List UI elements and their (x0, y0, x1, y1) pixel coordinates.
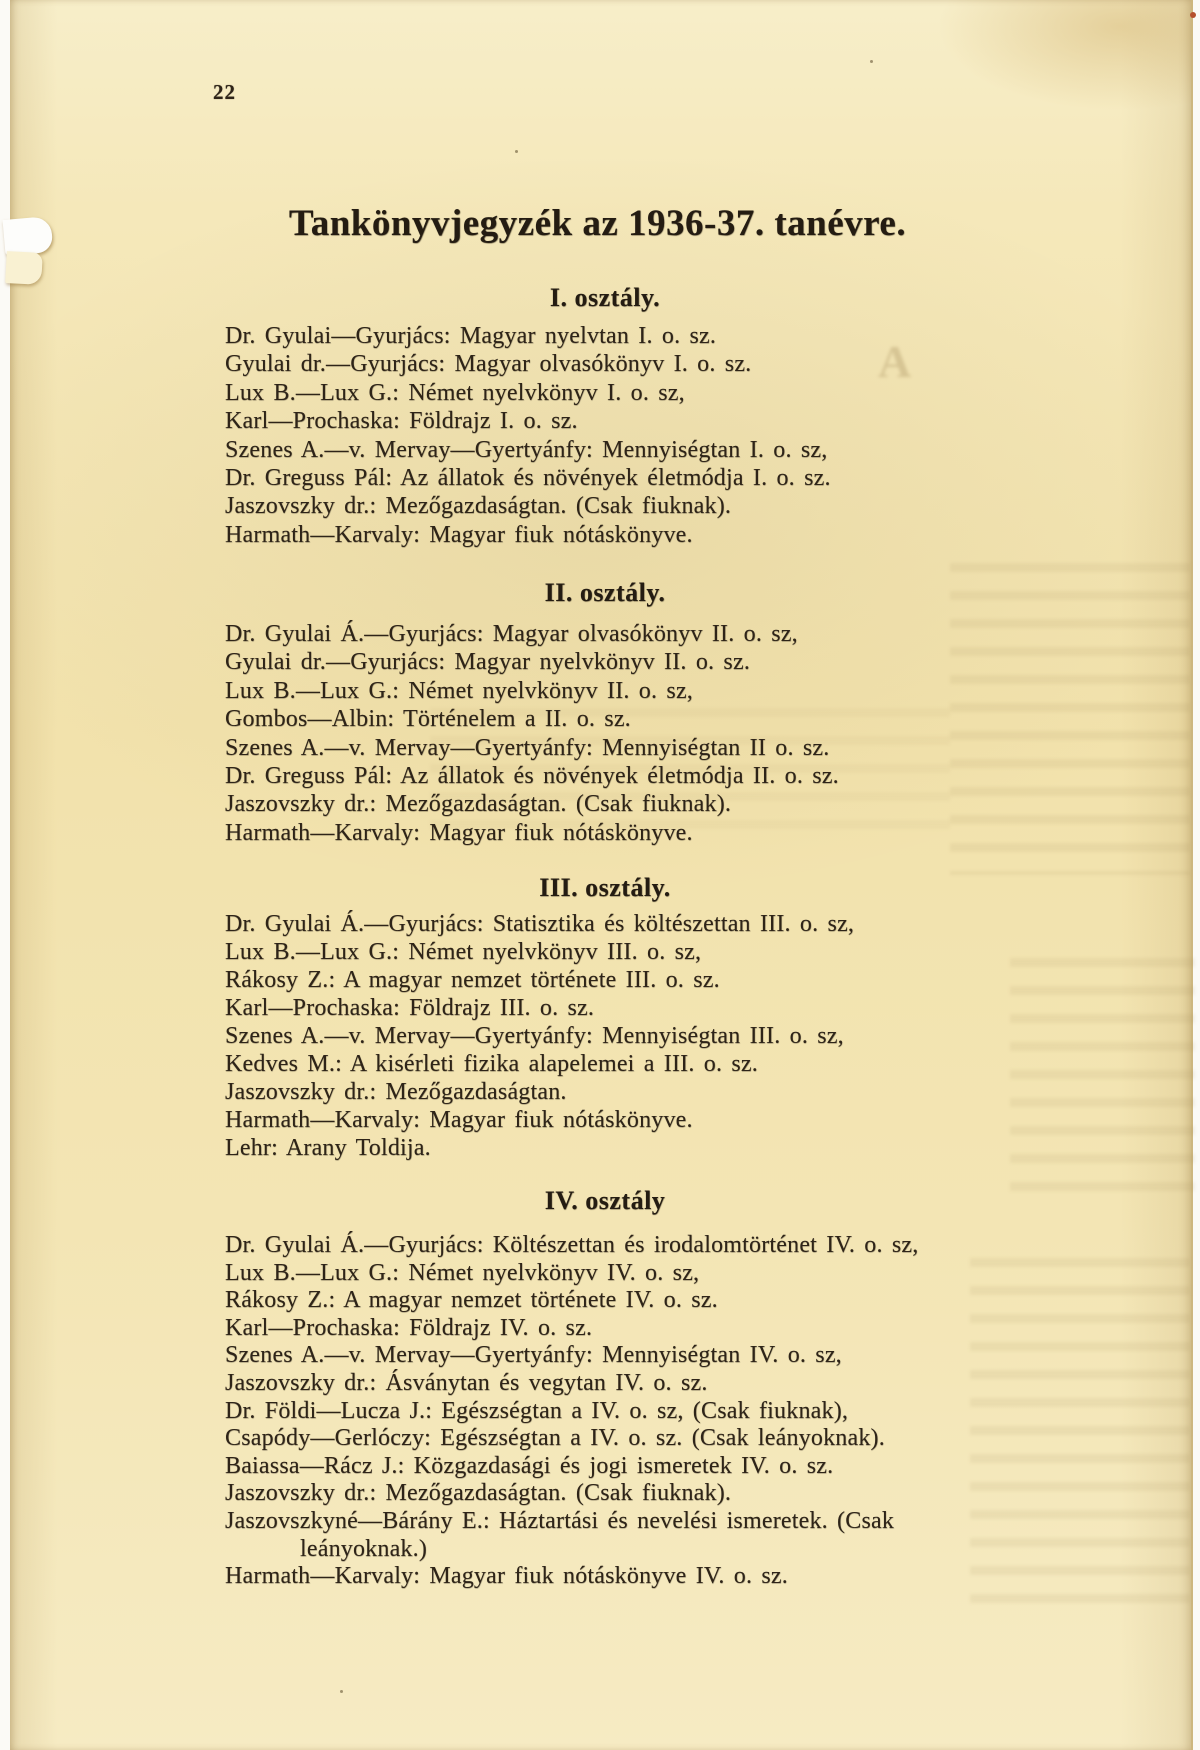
book-entry: Lux B.—Lux G.: Német nyelvkönyv I. o. sz, (225, 379, 685, 406)
book-entry: Jaszovszky dr.: Mezőgazdaságtan. (Csak fiuknak). (225, 1480, 732, 1507)
book-entry: Kedves M.: A kisérleti fizika alapelemei a III. o. sz. (225, 1051, 758, 1077)
ink-bleedthrough-letter: A (878, 336, 912, 387)
book-entry: Szenes A.—v. Mervay—Gyertyánfy: Mennyiségtan III. o. sz, (225, 1023, 844, 1049)
book-entries (225, 910, 1075, 1162)
section-heading: III. osztály. (539, 873, 671, 902)
book-entry: Harmath—Karvaly: Magyar fiuk nótáskönyve. (225, 1107, 693, 1133)
section-heading: IV. osztály (544, 1186, 666, 1215)
book-entry: Csapódy—Gerlóczy: Egészségtan a IV. o. sz. (Csak leányoknak). (225, 1425, 885, 1452)
book-entry: Karl—Prochaska: Földrajz III. o. sz. (225, 995, 595, 1021)
book-entry: Karl—Prochaska: Földrajz I. o. sz. (225, 408, 578, 435)
section-heading: I. osztály. (549, 283, 661, 312)
paper-sheet (10, 0, 1193, 1750)
book-entries (225, 1232, 1075, 1591)
book-entry: Jaszovszky dr.: Mezőgazdaságtan. (Csak fiuknak). (225, 791, 732, 818)
book-entries (225, 322, 1075, 549)
book-entry: Dr. Greguss Pál: Az állatok és növények életmódja I. o. sz. (225, 465, 831, 492)
book-entry: Szenes A.—v. Mervay—Gyertyánfy: Mennyiségtan I. o. sz, (225, 436, 828, 463)
book-entries (225, 620, 1075, 847)
book-entry: Karl—Prochaska: Földrajz IV. o. sz. (225, 1314, 593, 1341)
book-entry: Dr. Gyulai Á.—Gyurjács: Magyar olvasókönyv II. o. sz, (225, 621, 798, 647)
section-heading: II. osztály. (544, 578, 666, 607)
book-entry: Dr. Gyulai—Gyurjács: Magyar nyelvtan I. o. sz. (225, 323, 717, 349)
book-entry: Harmath—Karvaly: Magyar fiuk nótáskönyve. (225, 521, 693, 548)
book-entry: Dr. Gyulai Á.—Gyurjács: Költészettan és irodalomtörténet IV. o. sz, (225, 1232, 919, 1258)
textbook-list (10, 0, 1191, 1750)
book-entry: Jaszovszky dr.: Mezőgazdaságtan. (Csak fiuknak). (225, 493, 732, 520)
book-entry: Lux B.—Lux G.: Német nyelvkönyv II. o. sz, (225, 677, 693, 704)
book-entry: leányoknak.) (300, 1535, 428, 1562)
book-entry: Baiassa—Rácz J.: Közgazdasági és jogi ismeretek IV. o. sz. (225, 1452, 834, 1479)
book-entry: Dr. Gyulai Á.—Gyurjács: Statisztika és költészettan III. o. sz, (225, 911, 855, 937)
page-number: 22 (213, 80, 236, 104)
book-entry: Gyulai dr.—Gyurjács: Magyar olvasókönyv I. o. sz. (225, 351, 752, 378)
book-entry: Lehr: Arany Toldija. (225, 1135, 431, 1161)
book-entry: Jaszovszky dr.: Mezőgazdaságtan. (225, 1079, 567, 1105)
book-entry: Dr. Földi—Lucza J.: Egészségtan a IV. o. sz, (Csak fiuknak), (225, 1397, 849, 1424)
page-title: Tankönyvjegyzék az 1936-37. tanévre. (288, 203, 907, 244)
book-entry: Lux B.—Lux G.: Német nyelvkönyv III. o. sz, (225, 939, 702, 965)
book-entry: Gyulai dr.—Gyurjács: Magyar nyelvkönyv II. o. sz. (225, 649, 751, 676)
book-entry: Szenes A.—v. Mervay—Gyertyánfy: Mennyiségtan II o. sz. (225, 734, 830, 761)
class-section-2 (225, 578, 1075, 847)
book-entry: Harmath—Karvaly: Magyar fiuk nótáskönyve. (225, 819, 693, 846)
book-entry: Szenes A.—v. Mervay—Gyertyánfy: Mennyiségtan IV. o. sz, (225, 1342, 842, 1369)
book-entry: Rákosy Z.: A magyar nemzet története III. o. sz. (225, 967, 720, 993)
class-section-3 (225, 873, 1075, 1162)
book-entry: Rákosy Z.: A magyar nemzet története IV. o. sz. (225, 1287, 718, 1314)
book-entry: Lux B.—Lux G.: Német nyelvkönyv IV. o. sz, (225, 1259, 700, 1286)
class-section-1 (225, 283, 1075, 549)
book-entry: Harmath—Karvaly: Magyar fiuk nótáskönyve IV. o. sz. (225, 1563, 788, 1590)
book-entry: Gombos—Albin: Történelem a II. o. sz. (225, 706, 631, 733)
class-section-4 (225, 1186, 1075, 1591)
book-entry: Jaszovszky dr.: Ásványtan és vegytan IV. o. sz. (225, 1369, 708, 1396)
book-entry: Dr. Greguss Pál: Az állatok és növények életmódja II. o. sz. (225, 763, 839, 790)
book-entry: Jaszovszkyné—Bárány E.: Háztartási és nevelési ismeretek. (Csak (225, 1507, 895, 1534)
